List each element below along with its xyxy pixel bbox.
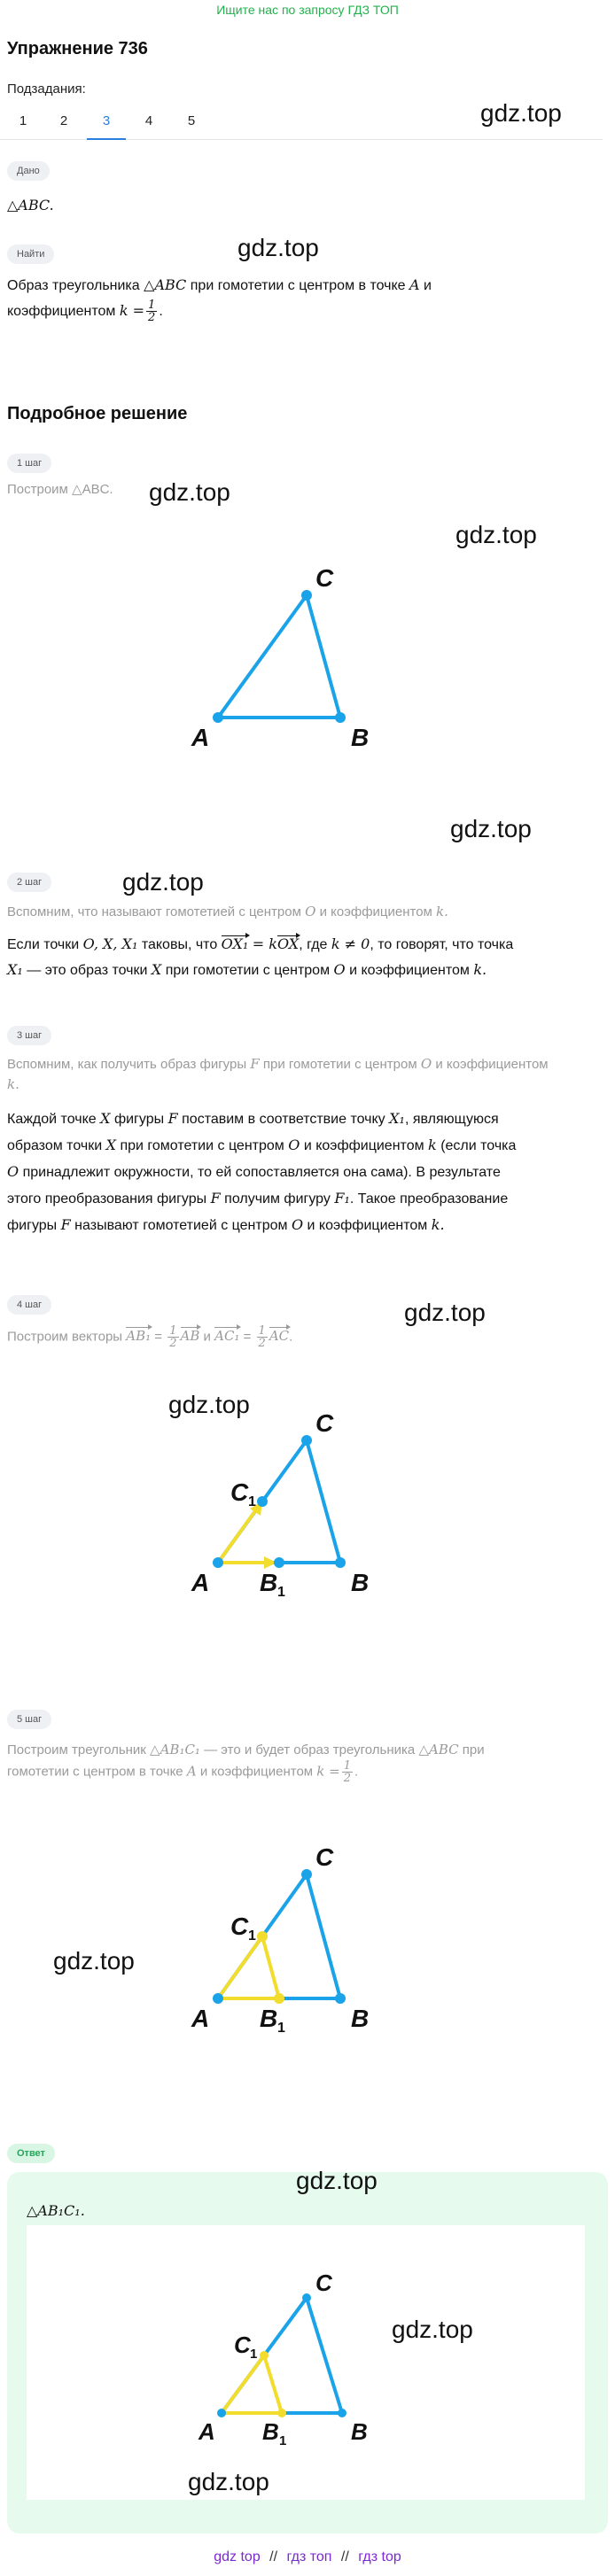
watermark: gdz.top xyxy=(122,868,204,896)
label-a: A xyxy=(191,2005,210,2032)
step3-gray: Вспомним, как получить образ фигуры F при гомотетии с центром O и коэффициентом k. xyxy=(7,1056,549,1092)
watermark: gdz.top xyxy=(480,99,562,127)
label-c1: C xyxy=(234,2332,251,2358)
label-b1: B xyxy=(260,1569,278,1596)
point-a xyxy=(217,2409,226,2417)
step3-text: Каждой точке X фигуры F поставим в соответствие точку X₁, являющуюся образом точки X при гомотетии с центром O и коэффициентом k (если точка O принадлежит окружности, то ей сопоставляется она сама). В результате этого преобразования фигуры F получим фигуру F₁. Такое преобразование фигуры F называют гомотетией с центром O и коэффициентом k. xyxy=(7,1110,517,1233)
label-b1: B xyxy=(260,2005,278,2032)
watermark: gdz.top xyxy=(168,1391,250,1418)
label-c: C xyxy=(315,564,334,592)
point-c xyxy=(301,1435,312,1446)
label-c1: C xyxy=(230,1913,249,1940)
page-title: Упражнение 736 xyxy=(7,39,148,58)
label-a: A xyxy=(191,1569,210,1596)
side-bc xyxy=(307,2298,342,2413)
step1-text: Построим △ABC. xyxy=(7,482,113,497)
answer-text: △AB₁C₁. xyxy=(27,2202,85,2219)
step2-text: Если точки O, X, X₁ таковы, что OX₁ = kOX, где k ≠ 0, то говорят, что точка X₁ — это образ точки X при гомотетии с центром O и коэффициентом k. xyxy=(7,935,514,978)
figure-answer xyxy=(186,2259,399,2471)
given-badge: Дано xyxy=(7,161,50,181)
step5-badge: 5 шаг xyxy=(7,1710,51,1729)
label-b1-sub: 1 xyxy=(277,1585,285,1600)
point-b xyxy=(335,1557,346,1568)
step4-badge: 4 шаг xyxy=(7,1295,51,1315)
label-b: B xyxy=(351,1569,370,1596)
find-text: Образ треугольника △ABC при гомотетии с центром в точке A и коэффициентом k = $\frac{1}{2}$ . xyxy=(7,276,432,325)
step4-gray: Построим векторы AB₁ = $\frac{1}{2}$ AB и AC₁ = $\frac{1}{2}$ AC. xyxy=(7,1324,293,1350)
label-b: B xyxy=(351,2418,368,2445)
point-c xyxy=(302,2293,311,2302)
vector-ac1 xyxy=(218,1509,257,1563)
label-c1-sub: 1 xyxy=(250,2347,258,2362)
side-ac xyxy=(218,595,307,718)
tab-4[interactable]: 4 xyxy=(144,113,153,128)
label-b: B xyxy=(351,724,370,751)
point-b1 xyxy=(274,1557,284,1568)
watermark: gdz.top xyxy=(450,815,532,842)
label-c: C xyxy=(315,1843,334,1871)
point-b xyxy=(335,712,346,723)
label-b1-sub: 1 xyxy=(279,2433,287,2448)
side-bc xyxy=(307,595,340,718)
watermark: gdz.top xyxy=(149,478,230,506)
footer-link-1[interactable]: gdz top xyxy=(214,2549,261,2564)
subtasks-label: Подзадания: xyxy=(7,81,86,97)
step1-badge: 1 шаг xyxy=(7,454,51,473)
point-c1 xyxy=(257,1931,268,1942)
point-a xyxy=(213,1557,223,1568)
watermark: gdz.top xyxy=(392,2316,473,2343)
figure-homothety xyxy=(177,1825,390,2055)
footer-separator: // xyxy=(340,2549,349,2564)
tab-5[interactable]: 5 xyxy=(187,113,196,128)
label-a: A xyxy=(199,2418,215,2445)
label-c: C xyxy=(315,2270,332,2296)
point-c1 xyxy=(257,1496,268,1507)
watermark: gdz.top xyxy=(404,1299,486,1326)
label-b1-sub: 1 xyxy=(277,2021,285,2036)
figure-vectors xyxy=(177,1391,390,1621)
label-c1-sub: 1 xyxy=(248,1928,256,1944)
step2-badge: 2 шаг xyxy=(7,873,51,892)
point-a xyxy=(213,1993,223,2004)
watermark: gdz.top xyxy=(188,2468,269,2495)
footer-separator: // xyxy=(269,2549,278,2564)
watermark: gdz.top xyxy=(237,234,319,261)
solution-title: Подробное решение xyxy=(7,404,188,423)
point-b xyxy=(335,1993,346,2004)
label-c1: C xyxy=(230,1478,249,1506)
footer-links xyxy=(0,2549,615,2565)
point-c xyxy=(301,590,312,601)
label-b1: B xyxy=(262,2418,279,2445)
tab-3[interactable]: 3 xyxy=(87,110,126,140)
step5-gray: Построим треугольник △AB₁C₁ — это и будет образ треугольника △ABC при гомотетии с центром в точке A и коэффициентом k = $\frac{1}{2}$ . xyxy=(7,1742,485,1785)
footer-link-2[interactable]: гдз топ xyxy=(286,2549,332,2564)
label-c: C xyxy=(315,1409,334,1437)
point-b1 xyxy=(274,1993,284,2004)
watermark: gdz.top xyxy=(296,2167,378,2194)
tab-1[interactable]: 1 xyxy=(19,113,27,128)
side-bc xyxy=(307,1440,340,1563)
step3-badge: 3 шаг xyxy=(7,1026,51,1045)
point-c xyxy=(301,1869,312,1880)
tab-2[interactable]: 2 xyxy=(59,113,68,128)
given-text: △ABC. xyxy=(7,197,54,213)
watermark: gdz.top xyxy=(53,1947,135,1975)
top-banner[interactable]: Ищите нас по запросу ГДЗ ТОП xyxy=(216,3,399,17)
label-c1-sub: 1 xyxy=(248,1494,256,1509)
point-c1 xyxy=(260,2351,269,2360)
answer-badge: Ответ xyxy=(7,2144,55,2163)
point-b xyxy=(338,2409,346,2417)
footer-link-3[interactable]: гдз top xyxy=(358,2549,401,2564)
point-b1 xyxy=(277,2409,286,2417)
find-badge: Найти xyxy=(7,244,54,264)
figure-triangle-abc xyxy=(177,531,390,762)
label-a: A xyxy=(191,724,210,751)
label-b: B xyxy=(351,2005,370,2032)
triangle-ab1c1 xyxy=(218,1936,279,1998)
side-bc xyxy=(307,1874,340,1998)
step2-gray: Вспомним, что называют гомотетией с центром O и коэффициентом k. xyxy=(7,904,448,919)
triangle-ab1c1 xyxy=(222,2355,282,2413)
watermark: gdz.top xyxy=(455,521,537,548)
point-a xyxy=(213,712,223,723)
